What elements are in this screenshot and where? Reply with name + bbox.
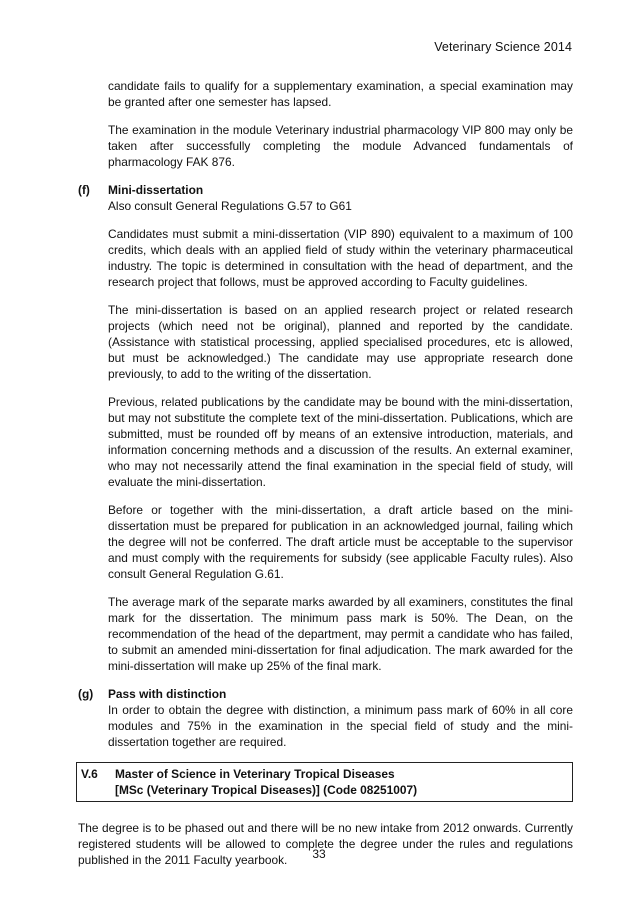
section-v6-code: [MSc (Veterinary Tropical Diseases)] (Code 08251007)	[115, 783, 418, 797]
section-f-paragraph: The average mark of the separate marks awarded by all examiners, constitutes the final mark for the dissertation. The minimum pass mark is 50%. The Dean, on the recommendation of the head of the department, may permit a candidate who has failed, to submit an amended mini-dissertation for final adjudication. The mark awarded for the mini-dissertation will make up 25% of the final mark.	[108, 595, 573, 673]
intro-paragraph-2: The examination in the module Veterinary industrial pharmacology VIP 800 may only be taken after successfully completing the module Advanced fundamentals of pharmacology FAK 876.	[108, 123, 573, 169]
section-f-paragraph: The mini-dissertation is based on an applied research project or related research projects (which need not be original), planned and reported by the candidate. (Assistance with statistical processing, applied specialised procedures, etc is allowed, but must be acknowledged.) The candidate may use appropriate research done previously, to add to the writing of the dissertation.	[108, 303, 573, 381]
section-f-title: Mini-dissertation	[108, 183, 204, 197]
section-f-heading	[78, 182, 573, 198]
section-f-subtitle: Also consult General Regulations G.57 to G61	[108, 199, 352, 213]
section-g-paragraph: In order to obtain the degree with distinction, a minimum pass mark of 60% in all core modules and 75% in the examination in the special field of study and the mini-dissertation together are required.	[108, 703, 573, 749]
running-header: Veterinary Science 2014	[434, 40, 572, 54]
section-f-paragraph: Before or together with the mini-dissertation, a draft article based on the mini-dissertation must be prepared for publication in an acknowledged journal, failing which the degree will not be conferred. The draft article must be acceptable to the supervisor and must comply with the requirements for subsidy (see applicable Faculty rules). Also consult General Regulation G.61.	[108, 503, 573, 581]
section-f	[78, 182, 573, 674]
section-f-paragraph: Candidates must submit a mini-dissertation (VIP 890) equivalent to a maximum of 100 credits, which deals with an applied field of study within the veterinary pharmaceutical industry. The topic is determined in consultation with the head of department, and the research project that follows, must be approved according to Faculty guidelines.	[108, 227, 573, 289]
page-number: 33	[312, 847, 326, 861]
intro-paragraph-1: candidate fails to qualify for a supplementary examination, a special examination may be granted after one semester has lapsed.	[108, 79, 573, 109]
section-g	[78, 686, 573, 750]
page-content	[78, 78, 573, 880]
section-g-heading	[78, 686, 573, 702]
section-f-letter: (f)	[78, 183, 90, 197]
section-f-paragraph: Previous, related publications by the candidate may be bound with the mini-dissertation, but may not substitute the complete text of the mini-dissertation. Publications, which are submitted, must be rounded off by means of an extensive introduction, materials, and information concerning methods and a discussion of the results. An external examiner, who may not necessarily attend the final examination in the special field of study, will evaluate the mini-dissertation.	[108, 395, 573, 489]
section-g-letter: (g)	[78, 687, 94, 701]
section-g-title: Pass with distinction	[108, 687, 227, 701]
section-v6-number: V.6	[81, 767, 98, 781]
section-v6-title: Master of Science in Veterinary Tropical Diseases	[115, 767, 395, 781]
section-v6-heading-box	[76, 762, 573, 802]
section-v6-paragraph: The degree is to be phased out and there will be no new intake from 2012 onwards. Currently registered students will be allowed to complete the degree under the rules and regulations published in the 2011 Faculty yearbook.	[78, 821, 573, 867]
